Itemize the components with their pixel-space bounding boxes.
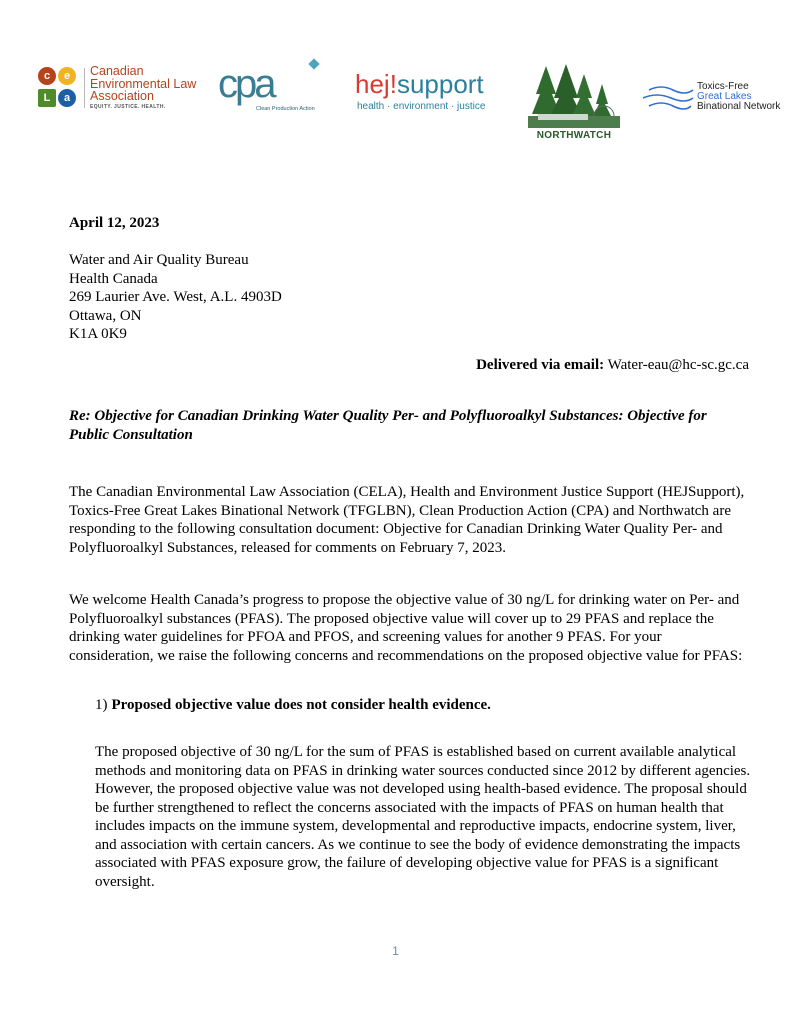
page-number: 1 <box>392 944 399 958</box>
cpa-logo <box>218 60 326 120</box>
cela-logo <box>36 64 206 114</box>
email-address: Water-eau@hc-sc.gc.ca <box>607 357 749 373</box>
paragraph-section-1: The proposed objective of 30 ng/L for the sum of PFAS is established based on current available analytical methods and monitoring data on PFAS in drinking water sources conducted since 2012 by different agencies. However, the proposed objective value was not developed using health-based evidence. The proposal should be further strengthened to reflect the concerns associated with the impacts of PFAS on human health that includes impacts on the immune system, developmental and reproductive impacts, endocrine system, liver, and association with certain cancers. As we continue to see the body of evidence demonstrating the impacts associated with PFAS exposure grow, the failure of developing objective value for PFAS is a significant oversight. <box>95 744 751 890</box>
hej-support-logo: hej!support health · environment · justice <box>355 69 486 112</box>
pine-trees-icon <box>528 64 620 130</box>
recipient-address: Water and Air Quality Bureau Health Canada 269 Laurier Ave. West, A.L. 4903D Ottawa, ON K1A 0K9 <box>69 252 282 342</box>
tfglbn-name: Toxics-Free Great Lakes Binational Network <box>697 81 781 112</box>
paragraph-welcome: We welcome Health Canada’s progress to propose the objective value of 30 ng/L for drinking water on Per- and Polyfluoroalkyl substances (PFAS). The proposed objective value will cover up to 29 PFAS and replace the drinking water guidelines for PFOA and PFOS, and screening values for another 9 PFAS. For your consideration, we raise the following concerns and recommendations on the proposed objective value for PFAS: <box>69 592 743 664</box>
cpa-subtitle: Clean Production Action <box>256 106 315 112</box>
logo-header <box>0 60 791 150</box>
cpa-wordmark: cpa <box>218 62 274 106</box>
letter-date: April 12, 2023 <box>69 215 160 231</box>
divider <box>84 68 85 108</box>
northwatch-logo <box>524 64 624 142</box>
cela-name: Canadian Environmental Law Association <box>90 64 197 103</box>
delivery-line: Delivered via email: Water-eau@hc-sc.gc.ca <box>476 357 749 373</box>
subject-line: Re: Objective for Canadian Drinking Water Quality Per- and Polyfluoroalkyl Substances: Objective for Public Consultation <box>69 408 707 443</box>
section-heading-1: 1) Proposed objective value does not consider health evidence. <box>95 697 491 713</box>
paragraph-intro: The Canadian Environmental Law Association (CELA), Health and Environment Justice Support (HEJSupport), Toxics-Free Great Lakes Binational Network (TFGLBN), Clean Production Action (CPA) and Northwatch are responding to the following consultation document: Objective for Canadian Drinking Water Quality Per- and Polyfluoroalkyl Substances, released for comments on February 7, 2023. <box>69 484 745 556</box>
diamond-icon <box>308 58 319 69</box>
waves-icon <box>641 84 695 112</box>
tfglbn-logo <box>641 80 791 120</box>
cela-mark-icon: c e L a <box>36 64 80 112</box>
hej-tagline: health · environment · justice <box>357 101 486 112</box>
northwatch-label: NORTHWATCH <box>536 130 612 141</box>
cela-tagline: EQUITY. JUSTICE. HEALTH. <box>90 104 166 110</box>
